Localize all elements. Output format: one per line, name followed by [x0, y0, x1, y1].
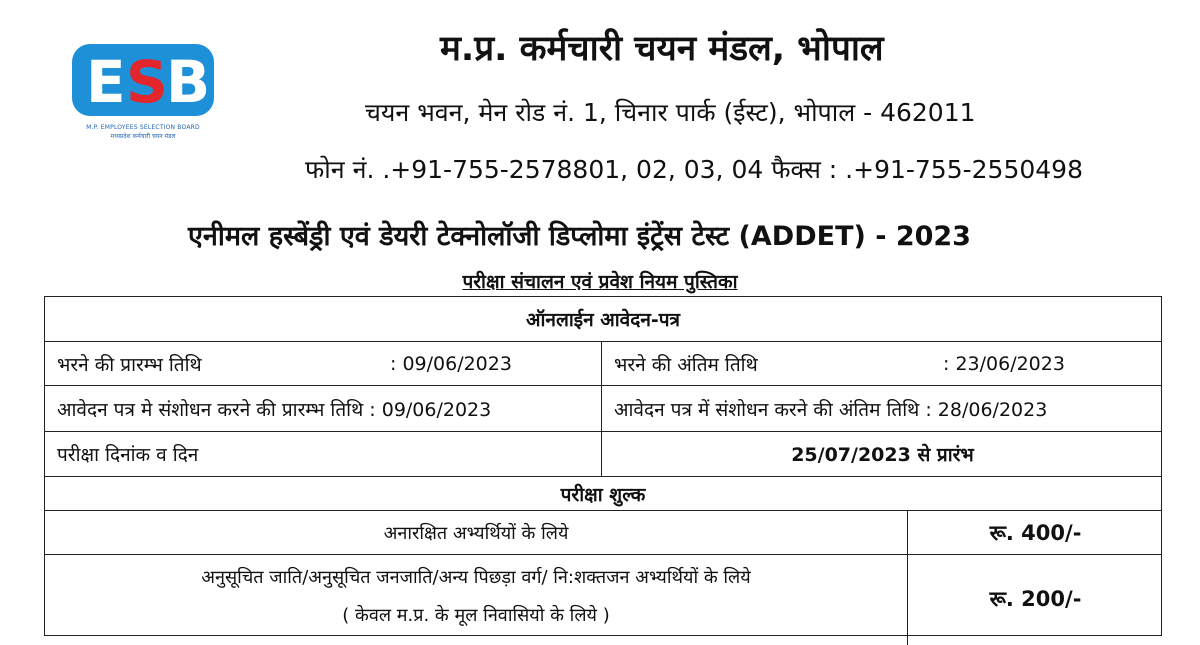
- fee-reserved-label: अनुसूचित जाति/अनुसूचित जनजाति/अन्य पिछड़ा वर्ग/ नि:शक्तजन अभ्यर्थियों के लिये: [201, 567, 751, 588]
- fee-reserved-value: रू. 200/-: [907, 555, 1163, 645]
- fee-unreserved-label: अनारक्षित अभ्यर्थियों के लिये: [383, 522, 569, 544]
- fee-heading: परीक्षा शुल्क: [560, 483, 646, 506]
- document-subtitle: परीक्षा संचालन एवं प्रवेश नियम पुस्तिका: [462, 271, 738, 293]
- logo-caption-hindi: मध्यप्रदेश कर्मचारी चयन मंडल: [110, 133, 176, 140]
- board-address: चयन भवन, मेन रोड नं. 1, चिनार पार्क (ईस्ट), भोपाल - 462011: [365, 98, 976, 127]
- svg-text:S: S: [126, 48, 168, 116]
- table-row: [45, 386, 1161, 432]
- fee-reserved-label-block: [45, 555, 907, 645]
- board-phone-fax: फोन नं. .+91-755-2578801, 02, 03, 04 फैक्स : .+91-755-2550498: [305, 155, 1083, 184]
- table-row: [45, 432, 1161, 477]
- end-date-value: : 23/06/2023: [943, 352, 1065, 375]
- logo-caption-english: M.P. EMPLOYEES SELECTION BOARD: [86, 124, 200, 131]
- esb-logo: [68, 36, 218, 148]
- exam-date-label: परीक्षा दिनांक व दिन: [57, 444, 199, 466]
- start-date-value: : 09/06/2023: [390, 352, 512, 375]
- table-row: [45, 511, 1161, 555]
- table-row: [45, 342, 1161, 386]
- table-row: [45, 555, 1161, 645]
- fee-unreserved-value: रू. 400/-: [907, 511, 1163, 554]
- board-title: म.प्र. कर्मचारी चयन मंडल, भोपाल: [440, 29, 884, 69]
- correction-start-date: आवेदन पत्र मे संशोधन करने की प्रारम्भ तिथि : 09/06/2023: [57, 398, 492, 421]
- schedule-table: [44, 296, 1162, 636]
- esb-logo-mark: [68, 36, 218, 126]
- table-row: [45, 297, 1161, 342]
- svg-text:E: E: [86, 48, 126, 116]
- fee-reserved-note: ( केवल म.प्र. के मूल निवासियो के लिये ): [342, 605, 610, 626]
- end-date-label: भरने की अंतिम तिथि: [601, 342, 941, 385]
- svg-text:B: B: [166, 48, 211, 116]
- exam-date-value: 25/07/2023 से प्रारंभ: [601, 432, 1163, 476]
- correction-end-date: आवेदन पत्र में संशोधन करने की अंतिम तिथि : 28/06/2023: [601, 386, 1163, 431]
- start-date-label: भरने की प्रारम्भ तिथि: [57, 353, 202, 376]
- online-form-heading: ऑनलाईन आवेदन-पत्र: [525, 309, 681, 331]
- table-row: [45, 477, 1161, 511]
- exam-title: एनीमल हस्बेंड्री एवं डेयरी टेक्नोलॉजी डिप्लोमा इंट्रेंस टेस्ट (ADDET) - 2023: [188, 221, 971, 252]
